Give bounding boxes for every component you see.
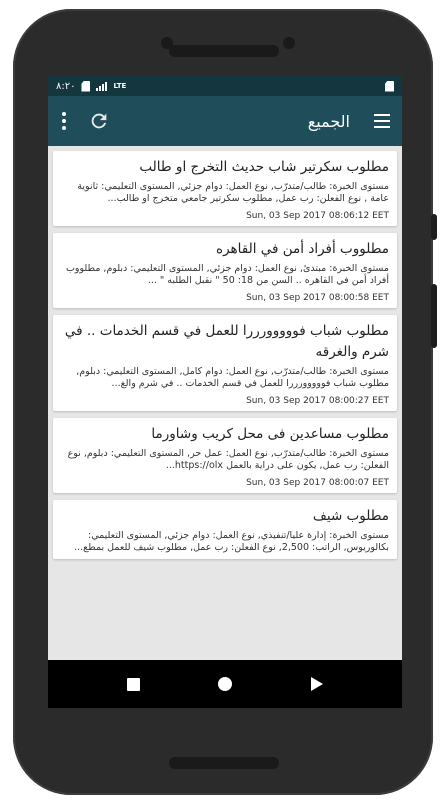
bottom-speaker: [169, 757, 279, 769]
system-nav-bar: [48, 660, 402, 708]
sd-card-icon: [81, 81, 90, 92]
job-card[interactable]: [53, 500, 397, 559]
volume-button: [431, 284, 437, 348]
page-title: الجميع: [307, 111, 350, 131]
hamburger-menu-icon[interactable]: [372, 112, 392, 130]
job-card[interactable]: [53, 315, 397, 411]
job-title: مطلووب أفراد أمن في القاهره: [216, 241, 389, 257]
network-type: LTE: [113, 82, 127, 90]
status-bar: [48, 76, 402, 96]
job-description: مستوى الخبرة: إدارة عليا/تنفيذي, نوع العمل: دوام جزئي, المستوى التعليمي: بكالوريوس, الراتب: 2,500, نوع الفعلن: رب عمل, مطلوب شيف للعمل بمطع...: [74, 530, 389, 553]
job-date: Sun, 03 Sep 2017 08:00:58 EET: [246, 293, 389, 303]
job-date: Sun, 03 Sep 2017 08:00:07 EET: [246, 478, 389, 488]
job-date: Sun, 03 Sep 2017 08:00:27 EET: [246, 396, 389, 406]
job-description: مستوى الخبرة: طالب/متدرّب, نوع العمل: دوام كامل, المستوى التعليمي: دبلوم, مطلوب شباب فووووورررا للعمل في قسم الخدمات .. في شرم والغ...: [76, 366, 389, 389]
job-title: مطلوب مساعدين فى محل كريب وشاورما: [151, 426, 389, 442]
screen: [48, 76, 402, 708]
sensor: [283, 37, 295, 49]
home-button[interactable]: [218, 677, 232, 691]
job-description: مستوى الخبرة: طالب/متدرّب, نوع العمل: عمل حر, المستوى التعليمي: دبلوم, نوع الفعلن: رب عمل, يكون على دراية بالعمل https://olx...: [67, 448, 389, 471]
recents-button[interactable]: [127, 678, 140, 691]
signal-icon: [96, 82, 107, 91]
job-title: مطلوب شباب فووووورررا للعمل في قسم الخدمات .. في شرم والغرقه: [64, 323, 389, 360]
job-description: مستوى الخبرة: مبتدئ, نوع العمل: دوام جزئي, المستوى التعليمي: دبلوم, مطلووب أفراد أمن في القاهره .. السن من 18: 50 " نقبل الطلبه " ...: [65, 263, 389, 286]
status-time: ٨:٢٠: [56, 80, 76, 92]
power-button: [431, 214, 437, 240]
job-date: Sun, 03 Sep 2017 08:06:12 EET: [246, 211, 389, 221]
job-title: مطلوب شيف: [312, 508, 389, 524]
job-description: مستوى الخبرة: طالب/متدرّب, نوع العمل: دوام جزئي, المستوى التعليمي: ثانوية عامة , نوع الفعلن: رب عمل, مطلوب سكرتير جامعي متخرج او طالب...: [77, 181, 389, 204]
job-card[interactable]: [53, 151, 397, 226]
job-list: [48, 146, 402, 559]
job-card[interactable]: [53, 418, 397, 493]
earpiece-speaker: [169, 45, 279, 57]
more-vert-icon[interactable]: [58, 112, 70, 130]
notification-sd-icon: [385, 81, 394, 92]
app-bar: [48, 96, 402, 146]
job-card[interactable]: [53, 233, 397, 308]
refresh-icon[interactable]: [88, 110, 110, 132]
job-title: مطلوب سكرتير شاب حديث التخرج او طالب: [139, 159, 389, 175]
back-button[interactable]: [311, 677, 323, 691]
